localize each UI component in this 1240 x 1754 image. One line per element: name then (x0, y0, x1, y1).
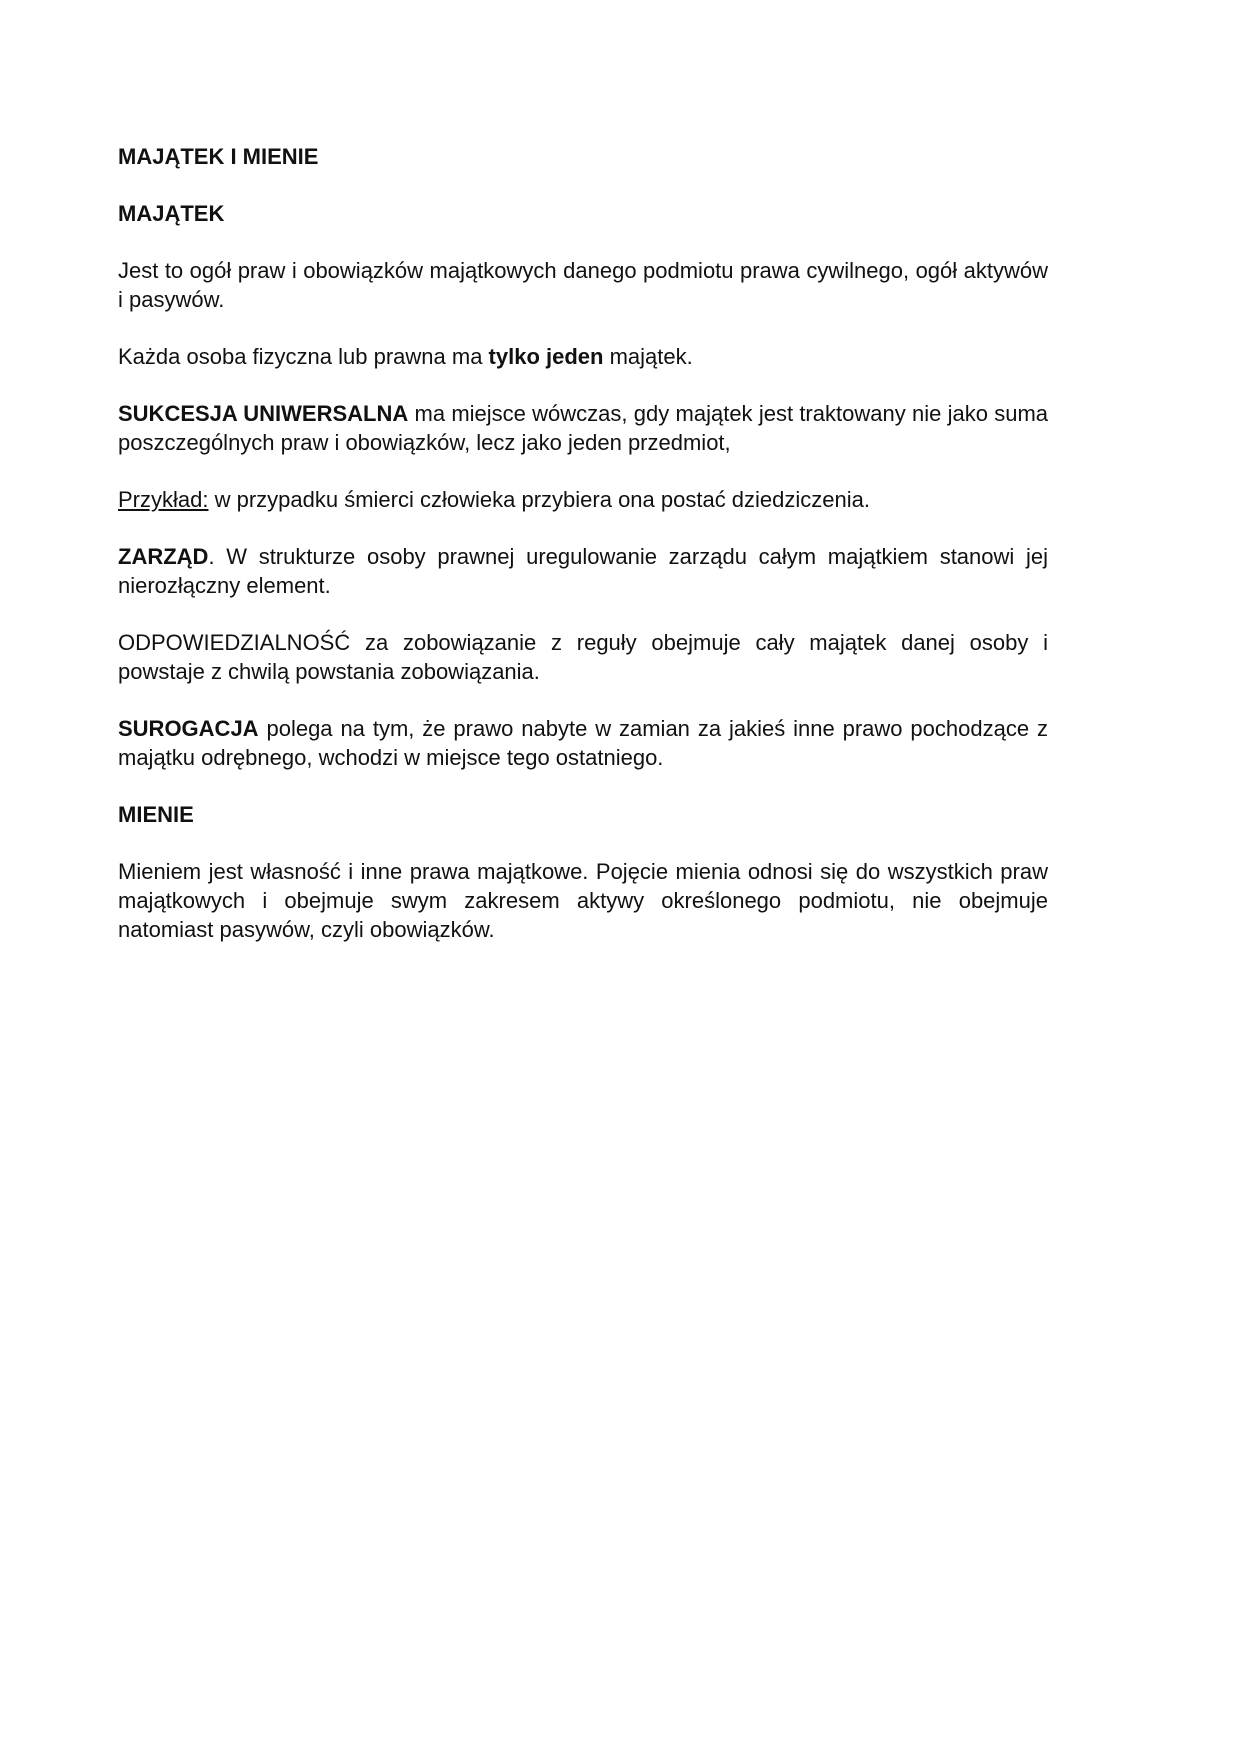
heading-mienie: MIENIE (118, 802, 194, 827)
example-label: Przykład: (118, 487, 209, 512)
term-surrogation: SUROGACJA (118, 716, 259, 741)
paragraph-one-property-start: Każda osoba fizyczna lub prawna ma (118, 344, 489, 369)
paragraph-mienie-definition: Mieniem jest własność i inne prawa majątkowe. Pojęcie mienia odnosi się do wszystkich praw majątkowych i obejmuje swym zakresem aktywy określonego podmiotu, nie obejmuje natomiast pasywów, czyli obowiązków. (118, 859, 1048, 942)
paragraph-example (118, 485, 1048, 514)
term-management: ZARZĄD (118, 544, 209, 569)
management-text: . W strukturze osoby prawnej uregulowanie zarządu całym majątkiem stanowi jej nierozłączny element. (118, 544, 1048, 598)
paragraph-management (118, 542, 1048, 600)
term-universal-succession: SUKCESJA UNIWERSALNA (118, 401, 409, 426)
surrogation-text: polega na tym, że prawo nabyte w zamian za jakieś inne prawo pochodzące z majątku odrębnego, wchodzi w miejsce tego ostatniego. (118, 716, 1048, 770)
paragraph-universal-succession (118, 399, 1048, 457)
example-text: w przypadku śmierci człowieka przybiera ona postać dziedziczenia. (208, 487, 870, 512)
paragraph-surrogation (118, 714, 1048, 772)
document-title: MAJĄTEK I MIENIE (118, 144, 319, 169)
paragraph-majatek-definition: Jest to ogół praw i obowiązków majątkowych danego podmiotu prawa cywilnego, ogół aktywów i pasywów. (118, 258, 1048, 312)
paragraph-one-property-end: majątek. (603, 344, 693, 369)
paragraph-one-property-bold: tylko jeden (488, 344, 604, 369)
paragraph-liability: ODPOWIEDZIALNOŚĆ za zobowiązanie z reguły obejmuje cały majątek danej osoby i powstaje z chwilą powstania zobowiązania. (118, 630, 1048, 684)
heading-majatek: MAJĄTEK (118, 201, 225, 226)
paragraph-one-property (118, 342, 1048, 371)
document-page (118, 142, 1048, 972)
universal-succession-text: ma miejsce wówczas, gdy majątek jest traktowany nie jako suma poszczególnych praw i obowiązków, lecz jako jeden przedmiot, (118, 401, 1049, 455)
